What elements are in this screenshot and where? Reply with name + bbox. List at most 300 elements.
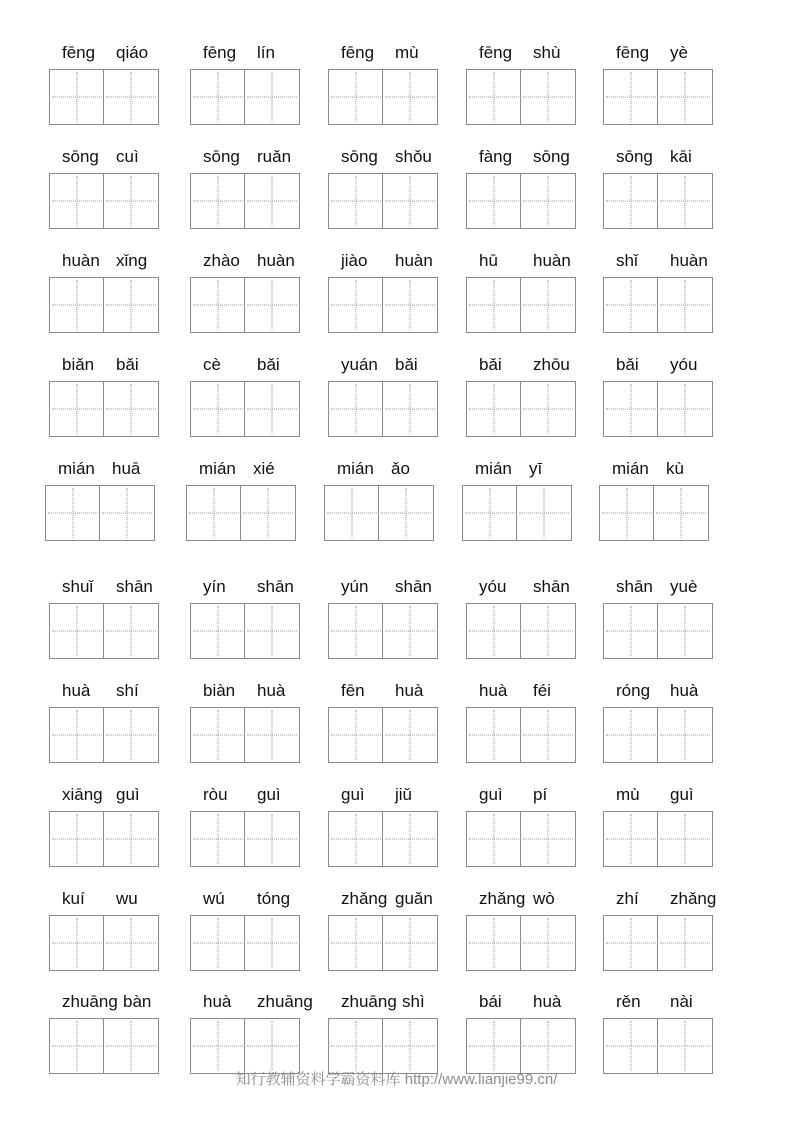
word-cell: [186, 249, 300, 335]
pinyin-syllable: shuǐ: [62, 577, 94, 596]
pinyin-label: [45, 41, 159, 65]
writing-box[interactable]: [49, 381, 105, 437]
pinyin-syllable: shān: [257, 577, 294, 596]
pinyin-syllable: bái: [479, 992, 502, 1011]
tianzige-grid: [328, 173, 438, 229]
tianzige-grid: [603, 381, 713, 437]
writing-box[interactable]: [49, 811, 105, 867]
pinyin-label: [186, 575, 300, 599]
writing-box[interactable]: [190, 603, 246, 659]
writing-box[interactable]: [49, 915, 105, 971]
tianzige-grid: [49, 603, 159, 659]
writing-box[interactable]: [657, 811, 713, 867]
pinyin-label: [324, 679, 438, 703]
writing-box[interactable]: [603, 1018, 659, 1074]
writing-box[interactable]: [466, 707, 522, 763]
pinyin-syllable: kāi: [670, 147, 692, 166]
word-cell: [324, 783, 438, 869]
writing-box[interactable]: [328, 915, 384, 971]
word-cell: [599, 353, 713, 439]
pinyin-label: [45, 145, 159, 169]
writing-box[interactable]: [103, 603, 159, 659]
pinyin-syllable: yún: [341, 577, 369, 596]
pinyin-syllable: huā: [112, 459, 141, 478]
writing-box[interactable]: [603, 603, 659, 659]
word-cell: [324, 145, 438, 231]
writing-box[interactable]: [603, 707, 659, 763]
word-cell: [462, 249, 576, 335]
pinyin-label: [462, 575, 576, 599]
pinyin-label: [186, 887, 300, 911]
pinyin-syllable: huàn: [62, 251, 100, 270]
writing-box[interactable]: [653, 485, 709, 541]
pinyin-label: [186, 353, 300, 377]
pinyin-label: [45, 990, 159, 1014]
pinyin-syllable: huà: [533, 992, 562, 1011]
writing-box[interactable]: [382, 69, 438, 125]
pinyin-syllable: zhōu: [533, 355, 570, 374]
pinyin-syllable: huà: [670, 681, 699, 700]
pinyin-label: [186, 41, 300, 65]
word-cell: [324, 887, 438, 973]
pinyin-syllable: yuán: [341, 355, 378, 374]
word-cell: [324, 41, 438, 127]
pinyin-syllable: bàn: [123, 992, 152, 1011]
writing-box[interactable]: [520, 69, 576, 125]
tianzige-grid: [190, 603, 300, 659]
tianzige-grid: [49, 1018, 159, 1074]
writing-box[interactable]: [466, 381, 522, 437]
word-cell: [45, 783, 159, 869]
writing-box[interactable]: [382, 1018, 438, 1074]
writing-box[interactable]: [603, 277, 659, 333]
tianzige-grid: [603, 69, 713, 125]
pinyin-syllable: ruǎn: [257, 147, 292, 166]
word-cell: [599, 887, 717, 973]
writing-box[interactable]: [244, 811, 300, 867]
tianzige-grid: [603, 173, 713, 229]
pinyin-syllable: cè: [203, 355, 221, 374]
writing-box[interactable]: [657, 915, 713, 971]
word-cell: [186, 679, 300, 765]
tianzige-grid: [190, 277, 300, 333]
word-cell: [186, 353, 300, 439]
pinyin-label: [462, 145, 576, 169]
pinyin-syllable: huà: [203, 992, 232, 1011]
word-cell: [320, 457, 434, 543]
writing-box[interactable]: [49, 173, 105, 229]
writing-box[interactable]: [190, 707, 246, 763]
pinyin-syllable: sōng: [341, 147, 378, 166]
writing-box[interactable]: [190, 381, 246, 437]
pinyin-syllable: ròu: [203, 785, 228, 804]
writing-box[interactable]: [244, 707, 300, 763]
writing-box[interactable]: [603, 381, 659, 437]
writing-box[interactable]: [99, 485, 155, 541]
writing-box[interactable]: [466, 915, 522, 971]
writing-box[interactable]: [382, 277, 438, 333]
writing-box[interactable]: [520, 707, 576, 763]
pinyin-syllable: fàng: [479, 147, 513, 166]
tianzige-grid: [186, 485, 296, 541]
pinyin-syllable: bǎi: [116, 355, 139, 374]
pinyin-syllable: huàn: [533, 251, 571, 270]
pinyin-syllable: biàn: [203, 681, 236, 700]
writing-box[interactable]: [657, 173, 713, 229]
writing-box[interactable]: [603, 811, 659, 867]
pinyin-syllable: wu: [116, 889, 138, 908]
writing-box[interactable]: [466, 603, 522, 659]
word-cell: [324, 679, 438, 765]
tianzige-grid: [190, 811, 300, 867]
footer-watermark: 知行教辅资料学霸资料库 http://www.lianjie99.cn/: [235, 1071, 558, 1088]
writing-box[interactable]: [520, 277, 576, 333]
pinyin-label: [186, 783, 300, 807]
writing-box[interactable]: [328, 603, 384, 659]
pinyin-syllable: mián: [337, 459, 374, 478]
pinyin-label: [462, 249, 576, 273]
pinyin-syllable: féi: [533, 681, 551, 700]
tianzige-grid: [599, 485, 709, 541]
tianzige-grid: [462, 485, 572, 541]
writing-box[interactable]: [186, 485, 242, 541]
pinyin-syllable: guì: [670, 785, 694, 804]
word-cell: [45, 887, 159, 973]
writing-box[interactable]: [520, 381, 576, 437]
pinyin-label: [599, 249, 713, 273]
writing-box[interactable]: [103, 915, 159, 971]
tianzige-grid: [49, 173, 159, 229]
pinyin-syllable: bǎi: [395, 355, 418, 374]
pinyin-syllable: bǎi: [479, 355, 502, 374]
tianzige-grid: [328, 1018, 438, 1074]
writing-box[interactable]: [382, 381, 438, 437]
pinyin-label: [324, 249, 438, 273]
pinyin-syllable: bǎi: [616, 355, 639, 374]
word-cell: [186, 783, 300, 869]
word-cell: [45, 249, 159, 335]
pinyin-syllable: mù: [395, 43, 419, 62]
writing-box[interactable]: [328, 1018, 384, 1074]
writing-box[interactable]: [103, 277, 159, 333]
pinyin-syllable: shǒu: [395, 147, 432, 166]
pinyin-label: [324, 353, 438, 377]
writing-box[interactable]: [328, 69, 384, 125]
tianzige-grid: [466, 277, 576, 333]
writing-box[interactable]: [520, 173, 576, 229]
writing-box[interactable]: [244, 277, 300, 333]
writing-box[interactable]: [328, 811, 384, 867]
pinyin-syllable: fēn: [341, 681, 365, 700]
writing-box[interactable]: [328, 707, 384, 763]
pinyin-syllable: mián: [199, 459, 236, 478]
pinyin-syllable: xiāng: [62, 785, 103, 804]
word-cell: [45, 679, 159, 765]
pinyin-label: [599, 145, 713, 169]
writing-box[interactable]: [49, 603, 105, 659]
tianzige-grid: [49, 811, 159, 867]
pinyin-label: [324, 575, 438, 599]
writing-box[interactable]: [382, 173, 438, 229]
tianzige-grid: [49, 915, 159, 971]
writing-box[interactable]: [49, 1018, 105, 1074]
pinyin-syllable: huà: [395, 681, 424, 700]
writing-box[interactable]: [190, 173, 246, 229]
pinyin-syllable: biǎn: [62, 355, 95, 374]
word-cell: [462, 575, 576, 661]
writing-box[interactable]: [466, 69, 522, 125]
writing-box[interactable]: [103, 811, 159, 867]
tianzige-grid: [190, 381, 300, 437]
writing-box[interactable]: [520, 1018, 576, 1074]
tianzige-grid: [466, 1018, 576, 1074]
pinyin-syllable: sōng: [616, 147, 653, 166]
pinyin-label: [324, 990, 438, 1014]
writing-box[interactable]: [520, 811, 576, 867]
writing-box[interactable]: [324, 485, 380, 541]
writing-box[interactable]: [328, 277, 384, 333]
pinyin-label: [45, 249, 159, 273]
tianzige-grid: [603, 603, 713, 659]
pinyin-label: [599, 353, 713, 377]
writing-box[interactable]: [603, 69, 659, 125]
pinyin-syllable: hū: [479, 251, 498, 270]
writing-box[interactable]: [657, 707, 713, 763]
tianzige-grid: [49, 707, 159, 763]
word-cell: [599, 145, 713, 231]
writing-box[interactable]: [657, 69, 713, 125]
pinyin-syllable: shì: [402, 992, 425, 1011]
word-cell: [599, 679, 713, 765]
pinyin-syllable: zhuāng: [257, 992, 313, 1011]
tianzige-grid: [324, 485, 434, 541]
pinyin-syllable: wò: [533, 889, 555, 908]
writing-box[interactable]: [378, 485, 434, 541]
pinyin-syllable: ǎo: [391, 459, 410, 478]
pinyin-syllable: zhào: [203, 251, 240, 270]
pinyin-syllable: zhǎng: [670, 889, 717, 908]
tianzige-grid: [49, 277, 159, 333]
pinyin-syllable: guǎn: [395, 889, 433, 908]
pinyin-syllable: huàn: [670, 251, 708, 270]
writing-box[interactable]: [190, 1018, 246, 1074]
tianzige-grid: [328, 603, 438, 659]
pinyin-syllable: sōng: [62, 147, 99, 166]
word-cell: [595, 457, 709, 543]
writing-box[interactable]: [49, 69, 105, 125]
pinyin-label: [41, 457, 155, 481]
pinyin-syllable: huà: [479, 681, 508, 700]
pinyin-label: [324, 887, 438, 911]
writing-box[interactable]: [466, 811, 522, 867]
tianzige-grid: [466, 707, 576, 763]
pinyin-label: [186, 145, 300, 169]
writing-box[interactable]: [382, 603, 438, 659]
pinyin-label: [462, 353, 576, 377]
tianzige-grid: [466, 173, 576, 229]
tianzige-grid: [190, 915, 300, 971]
tianzige-grid: [603, 707, 713, 763]
writing-box[interactable]: [328, 381, 384, 437]
word-cell: [45, 41, 159, 127]
writing-box[interactable]: [49, 707, 105, 763]
pinyin-syllable: yuè: [670, 577, 698, 596]
pinyin-syllable: sōng: [533, 147, 570, 166]
writing-box[interactable]: [190, 69, 246, 125]
tianzige-grid: [328, 277, 438, 333]
pinyin-syllable: yóu: [670, 355, 698, 374]
pinyin-label: [45, 353, 159, 377]
writing-box[interactable]: [240, 485, 296, 541]
word-cell: [462, 783, 576, 869]
writing-box[interactable]: [190, 915, 246, 971]
word-cell: [186, 887, 300, 973]
pinyin-label: [458, 457, 572, 481]
pinyin-label: [45, 575, 159, 599]
word-cell: [182, 457, 296, 543]
writing-box[interactable]: [103, 1018, 159, 1074]
pinyin-syllable: shān: [533, 577, 570, 596]
pinyin-syllable: huà: [257, 681, 286, 700]
pinyin-label: [462, 679, 576, 703]
word-cell: [186, 575, 300, 661]
word-cell: [599, 249, 713, 335]
writing-box[interactable]: [244, 381, 300, 437]
pinyin-syllable: jiǔ: [395, 785, 413, 804]
pinyin-syllable: qiáo: [116, 43, 149, 62]
writing-box[interactable]: [520, 603, 576, 659]
word-cell: [462, 679, 576, 765]
tianzige-grid: [466, 811, 576, 867]
writing-box[interactable]: [657, 1018, 713, 1074]
pinyin-syllable: zhí: [616, 889, 639, 908]
writing-box[interactable]: [103, 381, 159, 437]
word-cell: [45, 353, 159, 439]
writing-box[interactable]: [657, 277, 713, 333]
writing-box[interactable]: [520, 915, 576, 971]
writing-box[interactable]: [190, 277, 246, 333]
word-cell: [599, 575, 713, 661]
pinyin-syllable: shān: [395, 577, 432, 596]
pinyin-syllable: zhuāng: [62, 992, 118, 1011]
pinyin-label: [599, 575, 713, 599]
tianzige-grid: [328, 811, 438, 867]
pinyin-label: [324, 783, 438, 807]
pinyin-label: [45, 679, 159, 703]
writing-box[interactable]: [49, 277, 105, 333]
tianzige-grid: [603, 811, 713, 867]
writing-box[interactable]: [382, 811, 438, 867]
writing-box[interactable]: [382, 707, 438, 763]
writing-box[interactable]: [244, 915, 300, 971]
pinyin-syllable: mián: [475, 459, 512, 478]
word-cell: [599, 783, 713, 869]
word-cell: [186, 41, 300, 127]
writing-box[interactable]: [382, 915, 438, 971]
pinyin-syllable: jiào: [341, 251, 368, 270]
tianzige-grid: [328, 69, 438, 125]
pinyin-syllable: yè: [670, 43, 688, 62]
writing-box[interactable]: [103, 173, 159, 229]
writing-box[interactable]: [603, 915, 659, 971]
writing-box[interactable]: [657, 603, 713, 659]
writing-box[interactable]: [657, 381, 713, 437]
tianzige-grid: [328, 381, 438, 437]
pinyin-syllable: zhǎng: [341, 889, 388, 908]
writing-box[interactable]: [190, 811, 246, 867]
word-cell: [462, 41, 576, 127]
pinyin-syllable: shān: [116, 577, 153, 596]
writing-box[interactable]: [244, 173, 300, 229]
writing-box[interactable]: [328, 173, 384, 229]
pinyin-syllable: guì: [116, 785, 140, 804]
word-cell: [324, 990, 438, 1076]
writing-box[interactable]: [599, 485, 655, 541]
pinyin-syllable: fēng: [341, 43, 375, 62]
word-cell: [599, 41, 713, 127]
writing-box[interactable]: [466, 277, 522, 333]
writing-box[interactable]: [244, 69, 300, 125]
pinyin-syllable: yóu: [479, 577, 507, 596]
writing-box[interactable]: [516, 485, 572, 541]
writing-box[interactable]: [103, 69, 159, 125]
word-cell: [462, 145, 576, 231]
pinyin-syllable: zhuāng: [341, 992, 397, 1011]
pinyin-syllable: shù: [533, 43, 561, 62]
pinyin-syllable: mián: [612, 459, 649, 478]
pinyin-label: [186, 679, 300, 703]
word-cell: [45, 145, 159, 231]
writing-box[interactable]: [462, 485, 518, 541]
pinyin-label: [462, 990, 576, 1014]
writing-box[interactable]: [244, 603, 300, 659]
tianzige-grid: [190, 173, 300, 229]
writing-box[interactable]: [244, 1018, 300, 1074]
word-cell: [324, 575, 438, 661]
pinyin-syllable: nài: [670, 992, 693, 1011]
tianzige-grid: [603, 277, 713, 333]
pinyin-label: [595, 457, 709, 481]
writing-box[interactable]: [603, 173, 659, 229]
pinyin-syllable: shǐ: [616, 251, 638, 270]
word-cell: [186, 145, 300, 231]
pinyin-label: [320, 457, 434, 481]
writing-box[interactable]: [466, 173, 522, 229]
pinyin-syllable: yī: [529, 459, 543, 478]
tianzige-grid: [328, 915, 438, 971]
writing-box[interactable]: [466, 1018, 522, 1074]
writing-box[interactable]: [103, 707, 159, 763]
word-cell: [186, 990, 313, 1076]
pinyin-label: [462, 887, 576, 911]
word-cell: [41, 457, 155, 543]
pinyin-syllable: cuì: [116, 147, 139, 166]
pinyin-syllable: mián: [58, 459, 95, 478]
pinyin-syllable: sōng: [203, 147, 240, 166]
pinyin-label: [45, 887, 159, 911]
pinyin-label: [599, 990, 713, 1014]
pinyin-label: [186, 990, 313, 1014]
pinyin-syllable: huàn: [395, 251, 433, 270]
writing-box[interactable]: [45, 485, 101, 541]
tianzige-grid: [603, 915, 713, 971]
pinyin-syllable: xié: [253, 459, 275, 478]
tianzige-grid: [190, 1018, 300, 1074]
tianzige-grid: [603, 1018, 713, 1074]
pinyin-label: [182, 457, 296, 481]
pinyin-syllable: mù: [616, 785, 640, 804]
pinyin-syllable: wú: [203, 889, 225, 908]
